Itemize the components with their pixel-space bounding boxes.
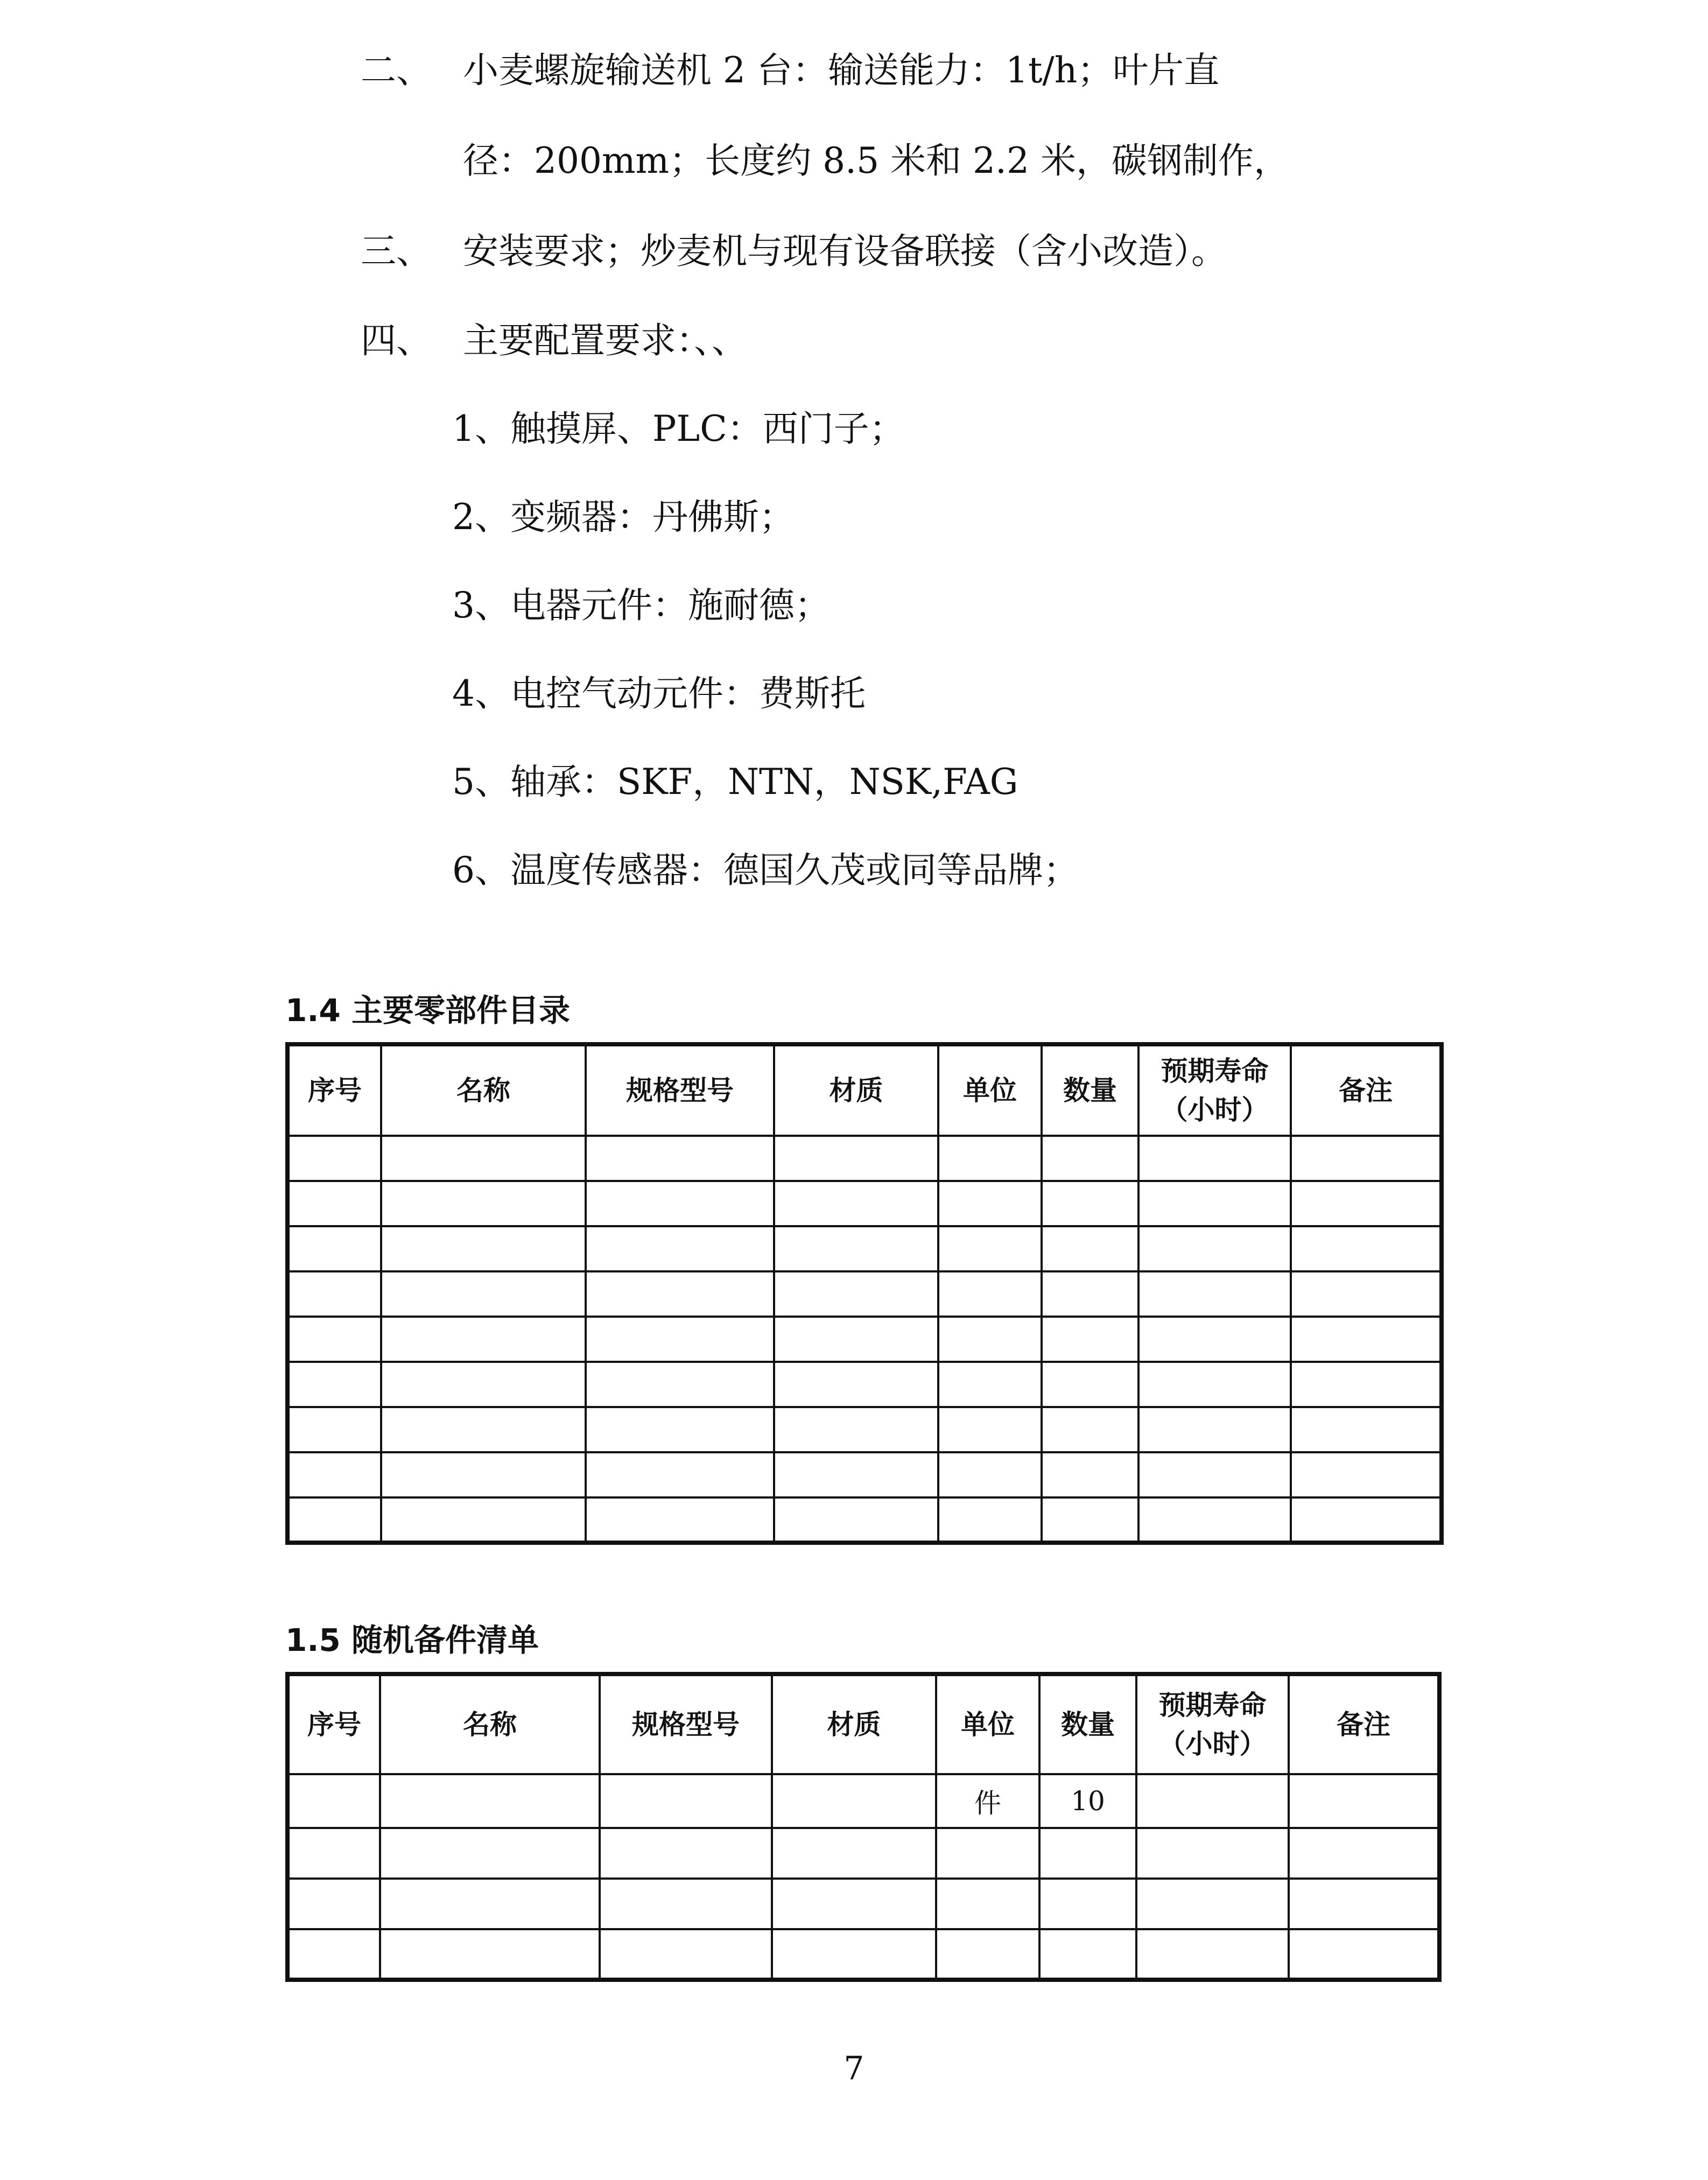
table-cell bbox=[287, 1828, 380, 1879]
table-cell bbox=[774, 1271, 938, 1317]
table-cell bbox=[1042, 1271, 1138, 1317]
table-cell bbox=[1289, 1879, 1439, 1929]
column-header-name: 名称 bbox=[381, 1044, 586, 1136]
table-cell bbox=[772, 1828, 936, 1879]
table-cell bbox=[1136, 1774, 1289, 1828]
column-header-material: 材质 bbox=[774, 1044, 938, 1136]
table-cell bbox=[1042, 1226, 1138, 1271]
table-header-row bbox=[287, 1674, 1439, 1774]
table-row bbox=[287, 1181, 1442, 1226]
table-cell bbox=[774, 1452, 938, 1497]
table-cell bbox=[1042, 1407, 1138, 1452]
config-item-electrical: 3、电器元件：施耐德； bbox=[452, 585, 830, 626]
parts-catalog-title: 1.4 主要零部件目录 bbox=[285, 992, 570, 1029]
column-header-remarks: 备注 bbox=[1289, 1674, 1439, 1774]
table-cell bbox=[1039, 1929, 1136, 1980]
table-row bbox=[287, 1774, 1439, 1828]
spare-parts-title: 1.5 随机备件清单 bbox=[285, 1622, 539, 1658]
table-cell bbox=[1289, 1929, 1439, 1980]
table-row bbox=[287, 1929, 1439, 1980]
table-cell bbox=[1291, 1362, 1442, 1407]
table-cell bbox=[381, 1226, 586, 1271]
column-header-spec: 规格型号 bbox=[586, 1044, 774, 1136]
table-cell bbox=[287, 1317, 381, 1362]
table-cell bbox=[586, 1226, 774, 1271]
table-row bbox=[287, 1497, 1442, 1543]
table-cell bbox=[938, 1181, 1042, 1226]
table-cell bbox=[1291, 1497, 1442, 1543]
requirement-2 bbox=[361, 50, 1220, 91]
table-cell bbox=[774, 1136, 938, 1181]
table-row bbox=[287, 1879, 1439, 1929]
table-cell bbox=[586, 1181, 774, 1226]
table-cell bbox=[586, 1271, 774, 1317]
column-header-name: 名称 bbox=[380, 1674, 600, 1774]
table-cell bbox=[1136, 1929, 1289, 1980]
table-cell bbox=[938, 1136, 1042, 1181]
table-cell bbox=[1039, 1879, 1136, 1929]
table-cell bbox=[287, 1452, 381, 1497]
table-cell bbox=[1042, 1362, 1138, 1407]
table-cell bbox=[1138, 1407, 1291, 1452]
table-row bbox=[287, 1226, 1442, 1271]
table-cell bbox=[1291, 1136, 1442, 1181]
table-cell bbox=[287, 1879, 380, 1929]
requirement-text: 安装要求；炒麦机与现有设备联接（含小改造）。 bbox=[463, 230, 1227, 272]
table-cell bbox=[1138, 1181, 1291, 1226]
table-cell bbox=[380, 1828, 600, 1879]
table-cell bbox=[774, 1407, 938, 1452]
table-cell bbox=[1138, 1226, 1291, 1271]
table-cell bbox=[1042, 1136, 1138, 1181]
table-cell bbox=[380, 1774, 600, 1828]
requirement-3 bbox=[361, 230, 1227, 272]
table-header-row bbox=[287, 1044, 1442, 1136]
table-cell bbox=[938, 1407, 1042, 1452]
table-cell bbox=[1042, 1181, 1138, 1226]
table-cell bbox=[1138, 1271, 1291, 1317]
table-cell bbox=[1138, 1362, 1291, 1407]
requirement-marker: 四、 bbox=[361, 320, 432, 361]
table-cell bbox=[1291, 1271, 1442, 1317]
table-cell bbox=[1042, 1497, 1138, 1543]
table-cell bbox=[938, 1226, 1042, 1271]
spare-parts-table bbox=[285, 1672, 1442, 1982]
table-cell bbox=[287, 1774, 380, 1828]
column-header-spec: 规格型号 bbox=[600, 1674, 772, 1774]
table-cell bbox=[1138, 1136, 1291, 1181]
table-cell bbox=[1136, 1879, 1289, 1929]
column-header-index: 序号 bbox=[287, 1044, 381, 1136]
table-cell bbox=[772, 1879, 936, 1929]
table-cell bbox=[1291, 1407, 1442, 1452]
table-cell bbox=[287, 1226, 381, 1271]
table-cell bbox=[1138, 1452, 1291, 1497]
requirement-marker: 二、 bbox=[361, 50, 432, 91]
table-cell bbox=[381, 1181, 586, 1226]
config-item-pneumatic: 4、电控气动元件：费斯托 bbox=[452, 673, 866, 714]
table-cell bbox=[586, 1452, 774, 1497]
table-cell bbox=[287, 1497, 381, 1543]
table-cell bbox=[772, 1929, 936, 1980]
table-row bbox=[287, 1136, 1442, 1181]
table-cell bbox=[772, 1774, 936, 1828]
table-cell bbox=[1291, 1317, 1442, 1362]
table-cell bbox=[600, 1879, 772, 1929]
table-cell bbox=[1042, 1317, 1138, 1362]
table-cell bbox=[287, 1181, 381, 1226]
table-cell bbox=[938, 1317, 1042, 1362]
table-cell bbox=[774, 1181, 938, 1226]
table-cell bbox=[600, 1828, 772, 1879]
config-item-touchscreen-plc: 1、触摸屏、PLC：西门子； bbox=[452, 408, 905, 449]
table-row bbox=[287, 1452, 1442, 1497]
requirement-marker: 三、 bbox=[361, 230, 432, 272]
table-cell bbox=[381, 1362, 586, 1407]
table-row bbox=[287, 1407, 1442, 1452]
table-cell bbox=[381, 1136, 586, 1181]
page-number: 7 bbox=[844, 2050, 864, 2087]
table-row bbox=[287, 1828, 1439, 1879]
table-cell bbox=[381, 1407, 586, 1452]
column-header-expected-life: 预期寿命 （小时） bbox=[1138, 1044, 1291, 1136]
table-cell bbox=[381, 1317, 586, 1362]
table-row bbox=[287, 1317, 1442, 1362]
table-cell bbox=[600, 1774, 772, 1828]
table-cell bbox=[586, 1317, 774, 1362]
table-cell bbox=[774, 1317, 938, 1362]
table-cell bbox=[586, 1362, 774, 1407]
column-header-unit: 单位 bbox=[938, 1044, 1042, 1136]
spare-parts-body bbox=[287, 1774, 1439, 1828]
column-header-index: 序号 bbox=[287, 1674, 380, 1774]
requirement-text: 小麦螺旋输送机 2 台：输送能力：1t/h；叶片直 bbox=[463, 50, 1220, 91]
table-cell bbox=[586, 1407, 774, 1452]
table-cell bbox=[938, 1271, 1042, 1317]
table-cell bbox=[774, 1362, 938, 1407]
table-cell bbox=[1136, 1828, 1289, 1879]
column-header-unit: 单位 bbox=[936, 1674, 1039, 1774]
config-item-inverter: 2、变频器：丹佛斯； bbox=[452, 496, 795, 538]
table-cell bbox=[287, 1929, 380, 1980]
table-cell bbox=[1291, 1181, 1442, 1226]
table-cell bbox=[1138, 1317, 1291, 1362]
column-header-remarks: 备注 bbox=[1291, 1044, 1442, 1136]
table-cell bbox=[938, 1497, 1042, 1543]
table-cell bbox=[381, 1497, 586, 1543]
table-cell bbox=[936, 1929, 1039, 1980]
table-cell bbox=[936, 1879, 1039, 1929]
table-cell bbox=[1039, 1828, 1136, 1879]
config-item-bearing: 5、轴承：SKF，NTN，NSK,FAG bbox=[452, 761, 1018, 803]
table-cell bbox=[1289, 1774, 1439, 1828]
unit-cell: 件 bbox=[936, 1774, 1039, 1828]
table-cell bbox=[287, 1407, 381, 1452]
table-cell bbox=[380, 1929, 600, 1980]
spare-parts-empty-rows bbox=[287, 1828, 1439, 1980]
parts-catalog-body bbox=[287, 1136, 1442, 1543]
table-cell bbox=[287, 1362, 381, 1407]
table-cell bbox=[586, 1136, 774, 1181]
table-cell bbox=[1042, 1452, 1138, 1497]
table-cell bbox=[774, 1226, 938, 1271]
column-header-material: 材质 bbox=[772, 1674, 936, 1774]
table-cell bbox=[936, 1828, 1039, 1879]
table-cell bbox=[381, 1271, 586, 1317]
table-cell bbox=[381, 1452, 586, 1497]
parts-catalog-table bbox=[285, 1042, 1444, 1545]
column-header-quantity: 数量 bbox=[1042, 1044, 1138, 1136]
table-cell bbox=[1291, 1452, 1442, 1497]
requirement-4 bbox=[361, 320, 747, 361]
table-cell bbox=[1138, 1497, 1291, 1543]
requirement-2-continued bbox=[463, 140, 1289, 181]
table-cell bbox=[938, 1362, 1042, 1407]
requirement-text: 径：200mm；长度约 8.5 米和 2.2 米，碳钢制作， bbox=[463, 140, 1289, 181]
table-row bbox=[287, 1362, 1442, 1407]
table-cell bbox=[1291, 1226, 1442, 1271]
column-header-quantity: 数量 bbox=[1039, 1674, 1136, 1774]
table-cell bbox=[287, 1136, 381, 1181]
config-item-temperature-sensor: 6、温度传感器：德国久茂或同等品牌； bbox=[452, 849, 1079, 891]
table-row bbox=[287, 1271, 1442, 1317]
table-cell bbox=[287, 1271, 381, 1317]
table-cell bbox=[600, 1929, 772, 1980]
table-cell bbox=[774, 1497, 938, 1543]
table-cell bbox=[1289, 1828, 1439, 1879]
quantity-cell: 10 bbox=[1039, 1774, 1136, 1828]
requirement-text: 主要配置要求：、、 bbox=[463, 320, 747, 361]
column-header-expected-life: 预期寿命 （小时） bbox=[1136, 1674, 1289, 1774]
table-cell bbox=[380, 1879, 600, 1929]
table-cell bbox=[938, 1452, 1042, 1497]
table-cell bbox=[586, 1497, 774, 1543]
